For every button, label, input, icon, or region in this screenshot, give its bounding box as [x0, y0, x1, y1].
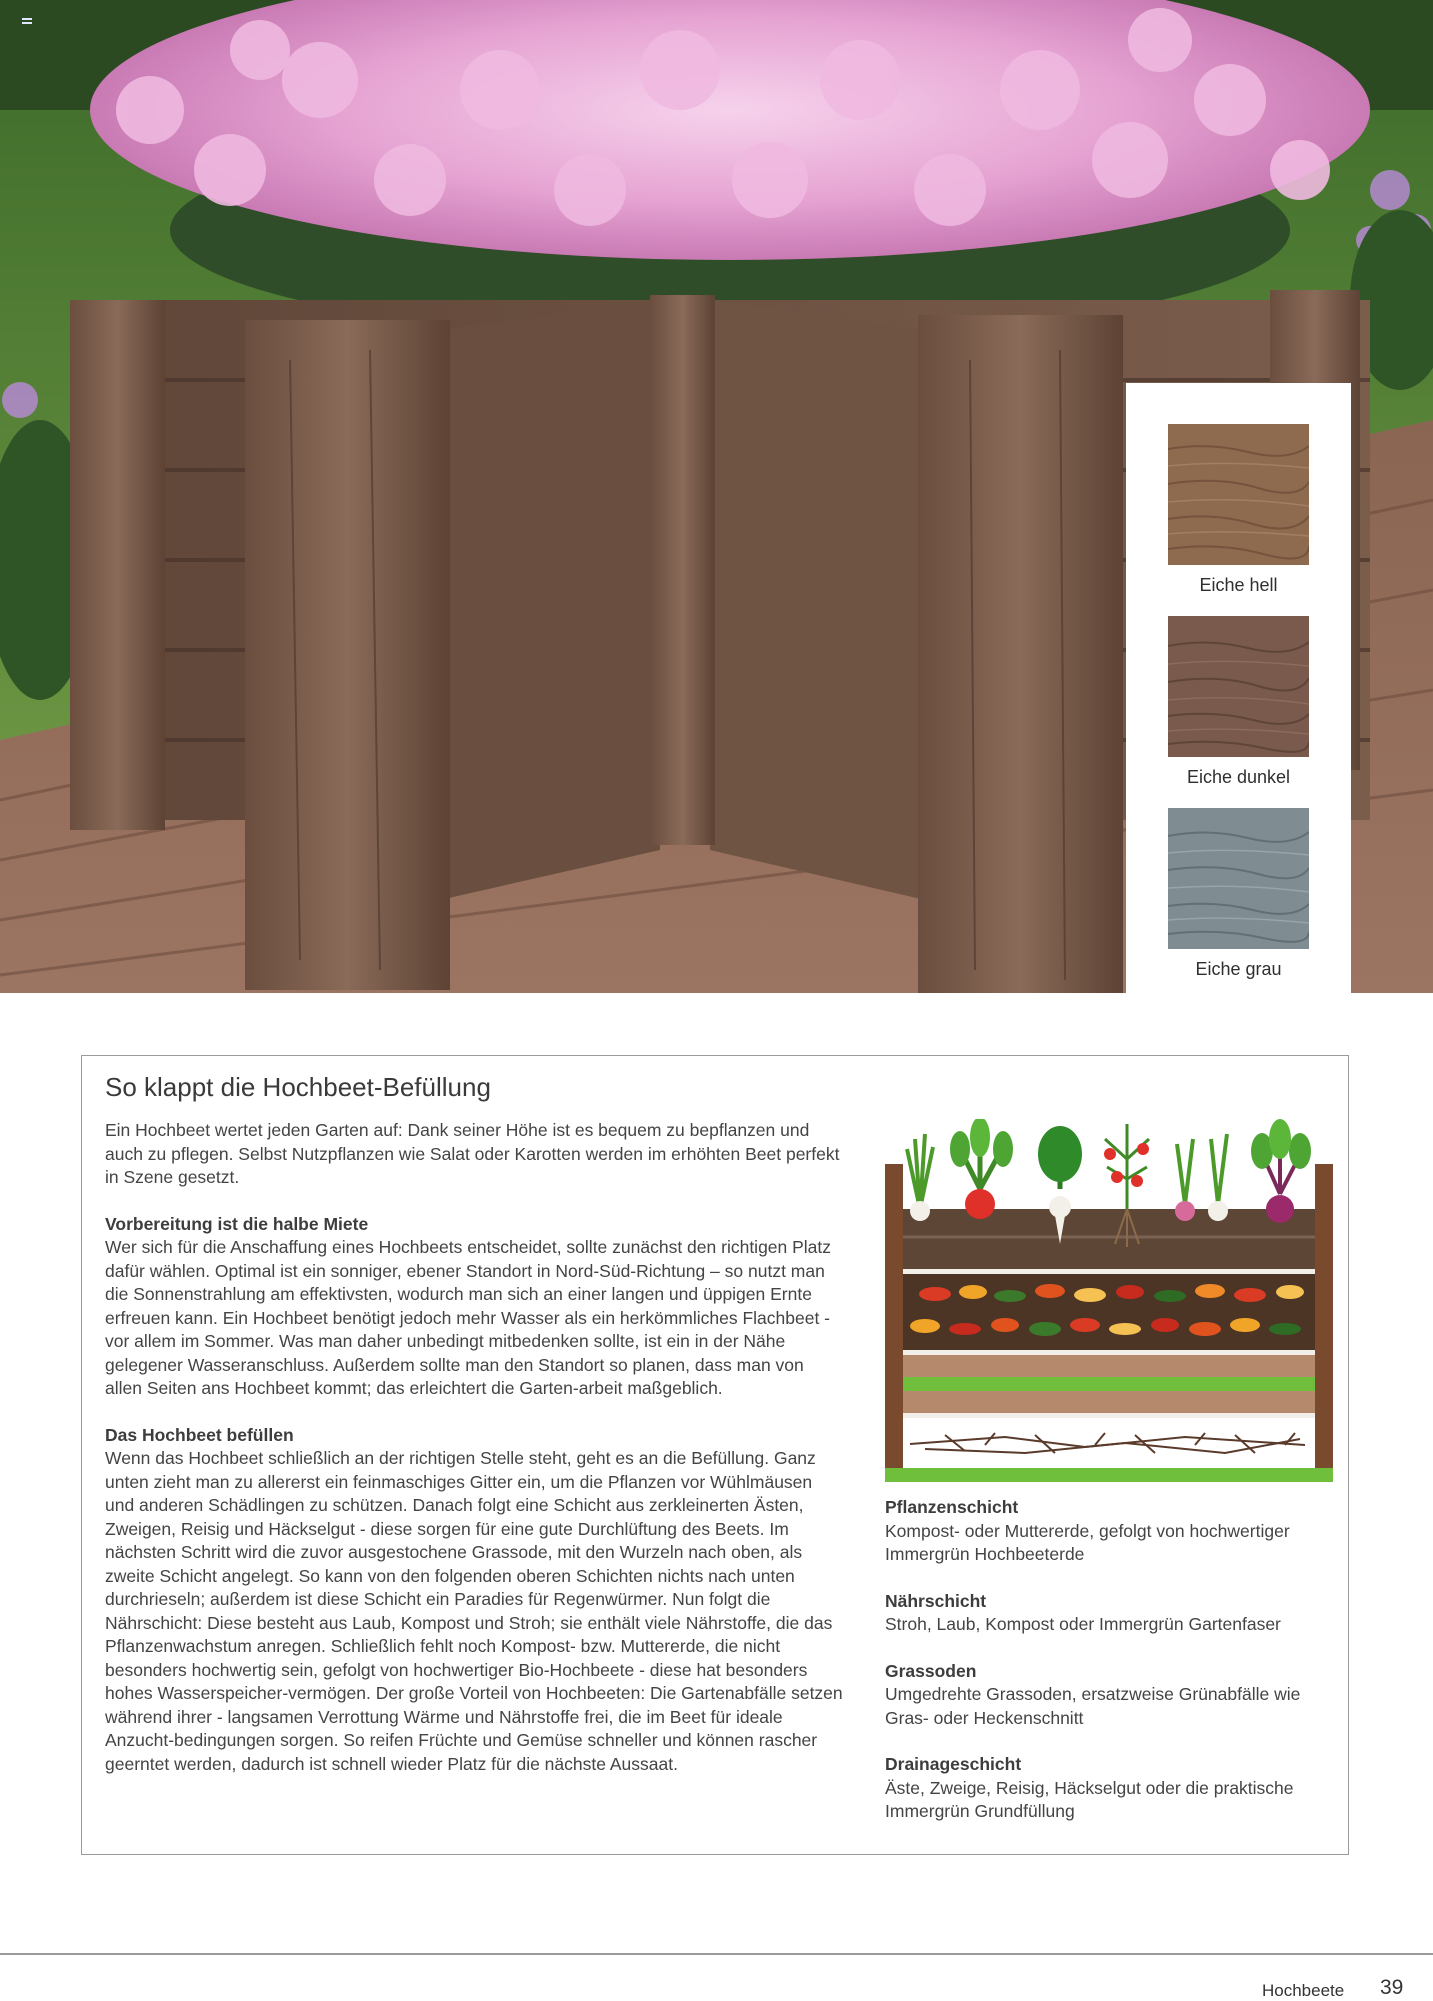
layer-name: Pflanzenschicht — [885, 1497, 1019, 1517]
layer-column — [885, 1119, 1335, 1847]
section-preparation — [105, 1213, 845, 1401]
swatch-eiche-hell — [1168, 424, 1309, 596]
section-heading: Vorbereitung ist die halbe Miete — [105, 1213, 369, 1234]
section-text: Wer sich für die Anschaffung eines Hochbeets entscheidet, sollte zunächst den richtigen Platz dafür wählen. Optimal ist ein sonniger, ebener Standort in Nord-Süd-Richtung – so nutzt man die Sonnenstrahlung am effektivsten, wodurch man sich an einer langen und üppigen Ernte erfreuen kann. Ein Hochbeet benötigt jedoch mehr Wasser als ein herkömmliches Flachbeet - vor allem im Sommer. Was man daher unbedingt mitbedenken sollte, ist ein in der Nähe gelegener Wasseranschluss. Außerdem sollte man den Standort so planen, dass man von allen Seiten ans Hochbeet kommt; das erleichtert die Garten-arbeit maßgeblich. — [105, 1237, 832, 1398]
color-swatch-panel — [1126, 383, 1351, 993]
info-title: So klappt die Hochbeet-Befüllung — [105, 1072, 491, 1102]
layer-description: Äste, Zweige, Reisig, Häckselgut oder die praktische Immergrün Grundfüllung — [885, 1777, 1294, 1821]
layer-name: Grassoden — [885, 1660, 977, 1681]
info-box — [81, 1055, 1349, 1855]
page-number: 39 — [1380, 1976, 1404, 1999]
section-filling — [105, 1424, 845, 1777]
layer-name: Nährschicht — [885, 1590, 987, 1611]
wood-swatch-grey — [1168, 808, 1309, 949]
footer-divider — [0, 1953, 1433, 1955]
wood-swatch-dark — [1168, 616, 1309, 757]
menu-icon — [22, 18, 32, 26]
section-text: Wenn das Hochbeet schließlich an der richtigen Stelle steht, geht es an die Befüllung. Ganz unten zieht man zu allererst ein feinmaschiges Gitter ein, um die Pflanzen vor Wühlmäusen und anderen Schädlingen zu schützen. Danach folgt eine Schicht aus zerkleinerten Ästen, Zweigen, Reisig und Häckselgut - diese sorgen für eine gute Durchlüftung des Beets. Im nächsten Schritt wird die zuvor ausgestochene Grassode, mit den Wurzeln nach oben, als zweite Schicht angelegt. So kann von den folgenden oberen Schichten nichts nach unten durchrieseln; außerdem ist diese Schicht ein Paradies für Regenwürmer. Nun folgt die Nährschicht: Diese besteht aus Laub, Kompost und Stroh; sie enthält viele Nährstoffe, die das Pflanzenwachstum anregen. Schließlich fehlt noch Kompost- bzw. Muttererde, die nicht besonders hochwertig sein, gefolgt von hochwertiger Bio-Hochbeete - diese hat besonders hohes Wasserspeicher-vermögen. Der große Vorteil von Hochbeeten: Die Gartenabfälle setzen während ihrer - langsamen Verrottung Wärme und Nährstoffe frei, die im Beet für ideale Anzucht-bedingungen sorgen. So reifen Früchte und Gemüse schneller und können rascher geerntet werden, dadurch ist schnell wieder Platz für die nächste Aussaat. — [105, 1448, 843, 1774]
article-text — [105, 1119, 845, 1799]
swatch-eiche-grau — [1168, 808, 1309, 980]
layer-item — [885, 1496, 1335, 1567]
layer-description: Stroh, Laub, Kompost oder Immergrün Gartenfaser — [885, 1614, 1281, 1634]
layer-item — [885, 1660, 1335, 1731]
layer-legend — [885, 1496, 1335, 1824]
section-heading: Das Hochbeet befüllen — [105, 1424, 294, 1445]
footer-section-name: Hochbeete — [1262, 1981, 1345, 2000]
layer-description: Umgedrehte Grassoden, ersatzweise Grünabfälle wie Gras- oder Heckenschnitt — [885, 1684, 1301, 1728]
layer-description: Kompost- oder Muttererde, gefolgt von hochwertiger Immergrün Hochbeeterde — [885, 1520, 1290, 1564]
swatch-eiche-dunkel — [1168, 616, 1309, 788]
layer-item — [885, 1590, 1335, 1637]
raised-bed-layer-diagram — [885, 1119, 1333, 1484]
layer-item — [885, 1753, 1335, 1824]
wood-swatch-light — [1168, 424, 1309, 565]
intro-paragraph: Ein Hochbeet wertet jeden Garten auf: Dank seiner Höhe ist es bequem zu bepflanzen und auch zu pflegen. Selbst Nutzpflanzen wie Salat oder Karotten werden im erhöhten Beet perfekt in Szene gesetzt. — [105, 1120, 840, 1187]
swatch-label: Eiche hell — [1199, 575, 1278, 595]
swatch-label: Eiche dunkel — [1186, 767, 1291, 787]
layer-name: Drainageschicht — [885, 1754, 1022, 1774]
swatch-label: Eiche grau — [1195, 959, 1282, 979]
